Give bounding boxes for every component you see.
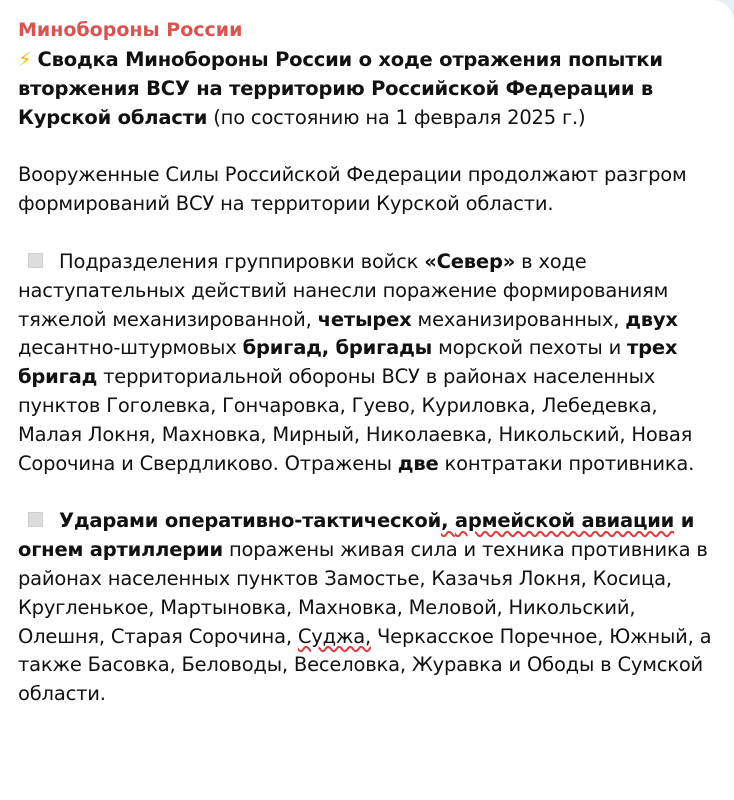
text-run: десантно-штурмовых: [18, 336, 243, 360]
bold-run: трех бригад: [18, 336, 678, 389]
text-run: Подразделения группировки войск: [59, 249, 425, 273]
bold-run: бригад, бригады: [242, 336, 433, 360]
paragraph-strikes: [18, 507, 714, 709]
spellcheck-run: Суджа,: [297, 624, 372, 648]
header-date: (по состоянию на 1 февраля 2025 г.): [207, 105, 586, 129]
text-run: контратаки противника.: [438, 451, 695, 475]
text-run: Черкасское Поречное, Южный, а также Басовка, Беловоды, Веселовка, Журавка и Ободы в Сумской области.: [18, 624, 712, 706]
lightning-icon: ⚡: [18, 48, 32, 71]
white-square-icon: [28, 512, 43, 527]
header-title: Сводка Минобороны России о ходе отражения попытки вторжения ВСУ на территорию Российской Федерации в Курской области: [18, 48, 663, 129]
white-square-icon: [28, 253, 43, 268]
text-run: механизированных,: [411, 307, 626, 331]
channel-name[interactable]: Минобороны России: [18, 19, 243, 41]
spellcheck-run: ,: [441, 509, 455, 533]
text-run: поражены живая сила и техника противника в районах населенных пунктов Замостье, Казачья Локня, Косица, Кругленькое, Мартыновка, Махновка, Меловой, Никольский, Олешня, Старая Сорочина,: [18, 538, 708, 648]
paragraph-sever: [18, 248, 714, 478]
bold-run: две: [397, 451, 439, 475]
bold-run: «Север»: [424, 249, 516, 273]
text-run: морской пехоты и: [432, 336, 628, 360]
bold-run: Ударами оперативно-тактической: [59, 509, 442, 533]
intro-paragraph: Вооруженные Силы Российской Федерации продолжают разгром формирований ВСУ на территории Курской области.: [18, 163, 687, 216]
spellcheck-run: армейской авиации: [454, 509, 675, 533]
bold-run: четырех: [317, 307, 412, 331]
bold-run: и огнем артиллерии: [18, 509, 695, 562]
bold-run: двух: [625, 307, 678, 331]
text-run: территориальной обороны ВСУ в районах населенных пунктов Гоголевка, Гончаровка, Гуево, Куриловка, Лебедевка, Малая Локня, Махновка, Мирный, Николаевка, Никольский, Новая Сорочина и Свердликово. Отражены: [18, 365, 693, 475]
text-run: в ходе наступательных действий нанесли поражение формированиям тяжелой механизированной,: [18, 249, 669, 331]
header-paragraph: [18, 46, 714, 132]
message-text: [18, 46, 714, 709]
